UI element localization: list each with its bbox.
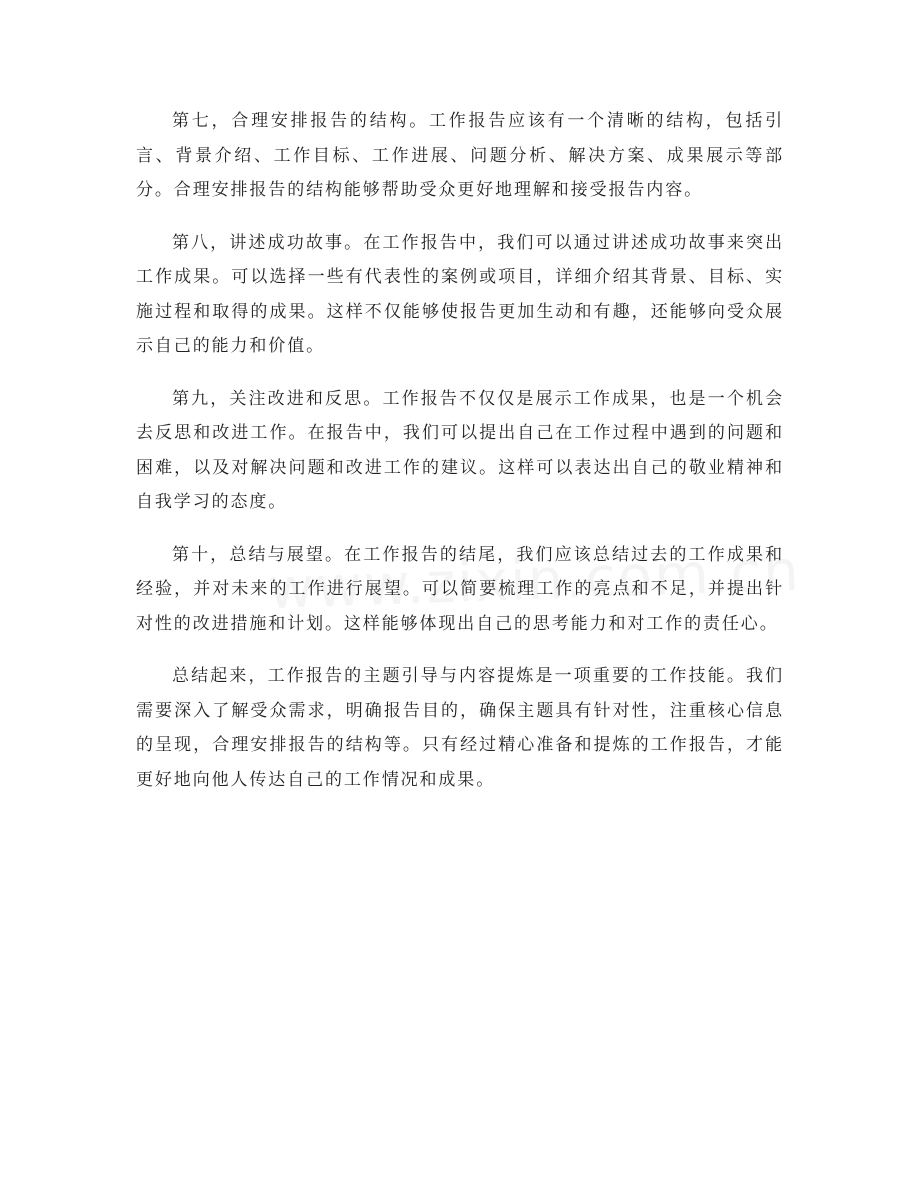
paragraph-10: 第十，总结与展望。在工作报告的结尾，我们应该总结过去的工作成果和经验，并对未来的工作进行展望。可以简要梳理工作的亮点和不足，并提出针对性的改进措施和计划。这样能够体现出自己的思考能力和对工作的责任心。 bbox=[136, 544, 784, 634]
paragraph-8: 第八，讲述成功故事。在工作报告中，我们可以通过讲述成功故事来突出工作成果。可以选择一些有代表性的案例或项目，详细介绍其背景、目标、实施过程和取得的成果。这样不仅能够使报告更加生动和有趣，还能够向受众展示自己的能力和价值。 bbox=[136, 232, 784, 356]
document-body bbox=[136, 104, 784, 815]
paragraph-7: 第七，合理安排报告的结构。工作报告应该有一个清晰的结构，包括引言、背景介绍、工作目标、工作进展、问题分析、解决方案、成果展示等部分。合理安排报告的结构能够帮助受众更好地理解和接受报告内容。 bbox=[136, 111, 784, 200]
paragraph-summary: 总结起来，工作报告的主题引导与内容提炼是一项重要的工作技能。我们需要深入了解受众需求，明确报告目的，确保主题具有针对性，注重核心信息的呈现，合理安排报告的结构等。只有经过精心准备和提炼的工作报告，才能更好地向他人传达自己的工作情况和成果。 bbox=[136, 666, 784, 790]
paragraph-9: 第九，关注改进和反思。工作报告不仅仅是展示工作成果，也是一个机会去反思和改进工作。在报告中，我们可以提出自己在工作过程中遇到的问题和困难，以及对解决问题和改进工作的建议。这样可以表达出自己的敬业精神和自我学习的态度。 bbox=[136, 388, 784, 512]
